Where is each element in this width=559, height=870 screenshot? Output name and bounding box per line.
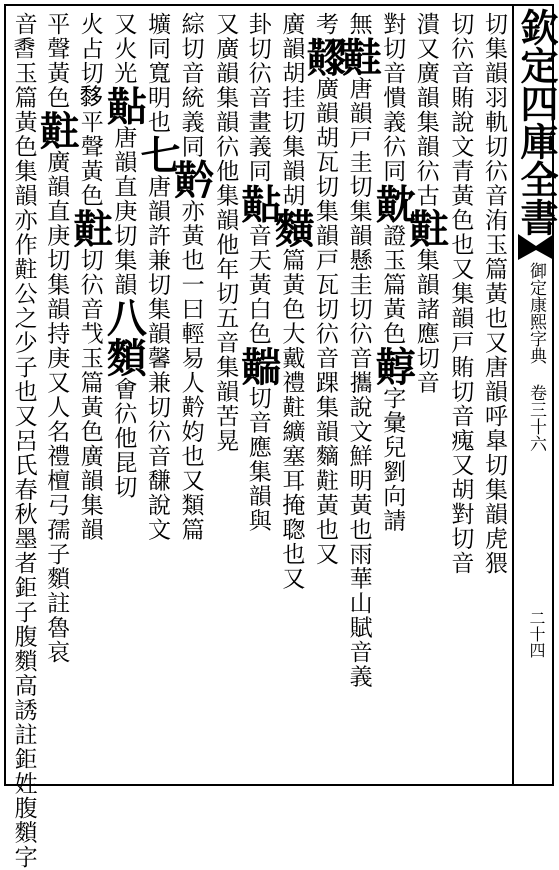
definition-text: 音𪏰玉篇黃色集韻亦作黈 <box>10 12 37 282</box>
definition-text: 㑹𢓌他昆切 <box>110 377 137 500</box>
definition-text: 唐韻直庚切集韻 <box>110 125 137 297</box>
top-border <box>4 4 554 6</box>
definition-text: 集韻懸圭切𢓌音攜說文鮮明黃也 <box>345 199 372 542</box>
text-column <box>443 12 477 780</box>
definition-text: 壙同寬明也 <box>143 12 170 135</box>
headword: 七 <box>133 134 181 175</box>
definition-text: 切𢓌音賄說文青黃色也 <box>447 12 474 257</box>
definition-text: 音天黃白色 <box>244 223 271 346</box>
text-column <box>133 12 181 780</box>
definition-text: 又類篇 <box>177 468 204 542</box>
definition-text: 廣韻直庚切集韻持庚 <box>43 150 70 371</box>
definition-text: 平聲黃色 <box>43 12 70 110</box>
definition-text: 集韻他年切 <box>212 183 239 306</box>
text-column <box>268 12 316 780</box>
text-column <box>476 12 510 780</box>
definition-text: 䵂黈黃也 <box>311 444 338 542</box>
headword: 黅 <box>167 159 215 199</box>
headword: 黆 <box>369 183 417 224</box>
definition-text: 廣韻胡瓦切集韻戸瓦切𢓌音踝集韻 <box>311 76 338 444</box>
volume-label: 卷三十六 <box>526 384 546 452</box>
subtitle: 御定康熙字典 <box>526 262 546 364</box>
definition-text: 字彙兒劉向請 <box>379 386 406 533</box>
headword: 黈 <box>66 208 114 248</box>
definition-text: 集韻諸應切音 <box>412 248 439 395</box>
text-column <box>335 12 383 780</box>
text-column <box>301 12 349 780</box>
definition-text: 切音應集韻與 <box>244 386 271 533</box>
definition-text: 又廣韻集韻𢓌他 <box>212 12 239 184</box>
definition-text: 切集韻羽軌切𢓌音洧玉篇黃也 <box>480 12 507 331</box>
headword: 䵀 <box>100 337 148 377</box>
definition-text: 綜切音統義同 <box>177 12 204 159</box>
definition-text: 又人名禮檀弓孺子䵀註魯哀 <box>43 370 70 665</box>
book-title: 欽定四庫全書 <box>514 8 559 236</box>
text-column <box>167 12 215 780</box>
definition-text: 證玉篇黃色 <box>379 223 406 346</box>
headword: 八 <box>100 297 148 337</box>
definition-text: 廣韻集韻 <box>76 444 103 542</box>
definition-text: 五音集韻苦晃 <box>212 306 239 453</box>
fish-tail-mark-icon <box>516 232 556 262</box>
definition-text: 又唐韻呼臯切集韻虎猥 <box>480 330 507 576</box>
definition-text: 又 <box>278 566 305 591</box>
headword: 黈 <box>33 110 81 150</box>
definition-text: 卦切𢓌音畫義同 <box>244 12 271 184</box>
headword: 𪏧 <box>301 36 349 77</box>
definition-text: 雨華山賦音義 <box>345 542 372 689</box>
headword: 黇 <box>100 85 148 126</box>
text-column <box>33 12 81 780</box>
text-column <box>208 12 242 780</box>
definition-text: 唐韻許兼切集韻馨兼切𢓌音馦說文 <box>143 174 170 542</box>
definition-text: 公之少子也又呂氏春秋墨者鉅子腹䵀高誘註鉅姓腹䵀字 <box>10 281 37 870</box>
definition-text: 潰又廣韻集韻𢓌古 <box>412 12 439 208</box>
headword: 黊 <box>335 36 383 77</box>
definition-text: 平聲黃色 <box>76 110 103 208</box>
headword: 黈 <box>402 208 450 248</box>
definition-text: 對切音憒義𢓌同 <box>379 12 406 184</box>
page-number: 二十四 <box>527 610 546 658</box>
definition-text: 篇黃色大戴禮黈纊塞耳掩聦也 <box>278 248 305 567</box>
definition-text: 又火光 <box>110 12 137 86</box>
subtitle-block <box>518 262 554 492</box>
headword: 䵃 <box>268 208 316 248</box>
bottom-border <box>4 784 554 786</box>
text-column <box>369 12 417 780</box>
headword: 黇 <box>234 183 282 224</box>
text-column <box>6 12 40 870</box>
text-column <box>234 12 282 780</box>
definition-text: 唐韻戸圭切 <box>345 76 372 199</box>
headword: 䵍 <box>369 346 417 386</box>
definition-text: 無 <box>345 12 372 37</box>
definition-text: 考 <box>311 12 338 37</box>
text-column <box>100 12 148 780</box>
text-column <box>402 12 450 780</box>
definition-text: 又 <box>311 542 338 567</box>
definition-text: 切𢓌音𢦏玉篇黃色 <box>76 248 103 444</box>
definition-text: 亦黃也一曰輕易人黅㚬也 <box>177 199 204 469</box>
definition-text: 火占切𪐀 <box>76 12 103 110</box>
definition-text: 又集韻戸賄切音瘣又胡對切音 <box>447 257 474 576</box>
definition-text: 廣韻胡挂切集韻胡 <box>278 12 305 208</box>
headword: 䵎 <box>234 346 282 386</box>
